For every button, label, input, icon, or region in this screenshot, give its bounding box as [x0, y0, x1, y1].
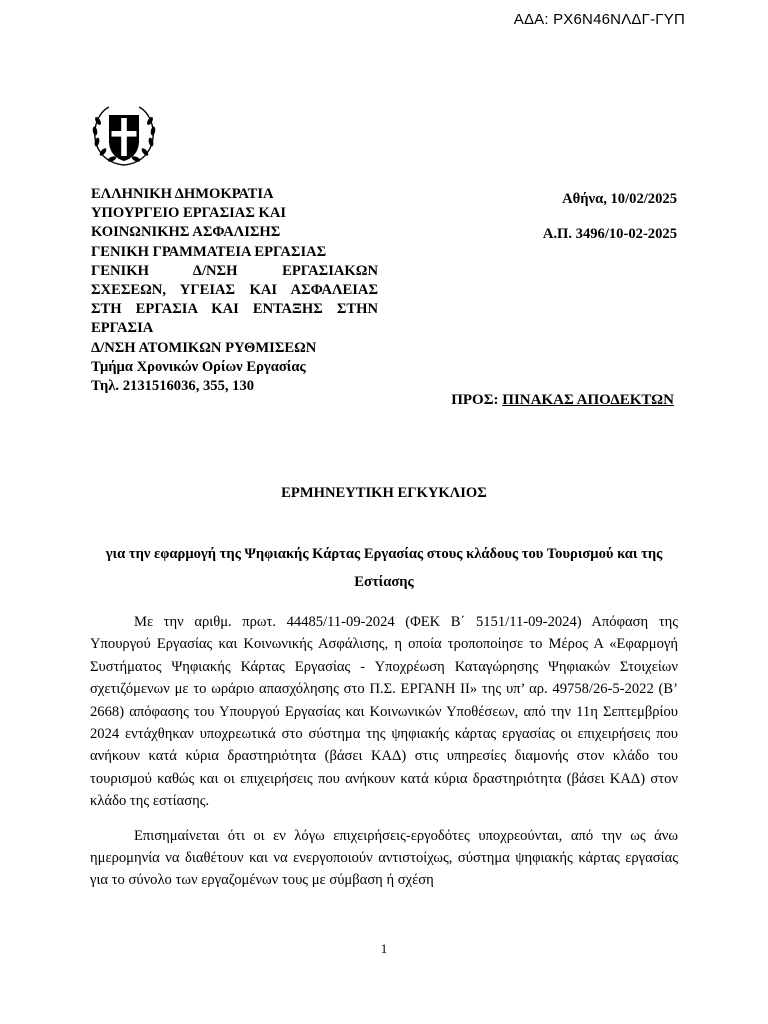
sender-line: ΕΡΓΑΣΙΑ — [91, 320, 154, 337]
ada-code: ΑΔΑ: ΡΧ6Ν46ΝΛΔΓ-ΓΥΠ — [513, 11, 685, 28]
sender-line: Τμήμα Χρονικών Ορίων Εργασίας — [91, 358, 306, 375]
sender-line: ΣΤΗ ΕΡΓΑΣΙΑ ΚΑΙ ΕΝΤΑΞΗΣ ΣΤΗΝ — [91, 301, 378, 318]
sender-line: ΕΛΛΗΝΙΚΗ ΔΗΜΟΚΡΑΤΙΑ — [91, 186, 274, 202]
sender-line: ΚΟΙΝΩΝΙΚΗΣ ΑΣΦΑΛΙΣΗΣ — [91, 224, 281, 241]
sender-line: ΓΕΝΙΚΗ Δ/ΝΣΗ ΕΡΓΑΣΙΑΚΩΝ — [91, 262, 378, 279]
sender-block — [91, 185, 378, 396]
document-meta — [543, 191, 677, 261]
sender-line: ΣΧΕΣΕΩΝ, ΥΓΕΙΑΣ ΚΑΙ ΑΣΦΑΛΕΙΑΣ — [91, 282, 378, 299]
recipient-line — [451, 392, 674, 409]
sender-line: ΥΠΟΥΡΓΕΙΟ ΕΡΓΑΣΙΑΣ ΚΑΙ — [91, 205, 287, 222]
body-paragraph: Με την αριθμ. πρωτ. 44485/11-09-2024 (ΦΕΚ Β΄ 5151/11-09-2024) Απόφαση της Υπουργού Εργασίας και Κοινωνικής Ασφάλισης, η οποία τροποποίησε το Μέρος Α «Εφαρμογή Συστήματος Ψηφιακής Κάρτας Εργασίας - Υποχρέωση Καταγώρησης Ψηφιακών Στοιχείων σχετιζόμενων με το ωράριο απασχόλησης στο Π.Σ. ΕΡΓΑΝΗ ΙΙ» της υπ’ αρ. 49758/26-5-2022 (Β’ 2668) απόφασης του Υπουργού Εργασίας και Κοινωνικών Υποθέσεων, από την 11η Σεπτεμβρίου 2024 εντάχθηκαν υποχρεωτικά στο σύστημα της ψηφιακής κάρτας εργασίας οι επιχειρήσεις που ανήκουν κατά κύρια δραστηριότητα (βάσει ΚΑΔ) στις υπηρεσίες διαμονής στον κλάδο του τουρισμού καθώς και οι επιχειρήσεις που ανήκουν κατά κύρια δραστηριότητα (βάσει ΚΑΔ) στον κλάδο της εστίασης. — [90, 614, 678, 810]
body-paragraph: Επισημαίνεται ότι οι εν λόγω επιχειρήσεις-εργοδότες υποχρεούνται, από την ως άνω ημερομηνία να διαθέτουν και να ενεργοποιούν αντιστοίχως, σύστημα ψηφιακής κάρτας εργασίας για το σύνολο των εργαζομένων τους με σύμβαση ή σχέση — [90, 827, 678, 889]
document-subtitle: για την εφαρμογή της Ψηφιακής Κάρτας Εργασίας στους κλάδους του Τουρισμού και της Εστίασης — [105, 546, 663, 590]
page-number: 1 — [380, 941, 388, 956]
recipient-label: ΠΡΟΣ: — [451, 392, 499, 408]
document-body — [90, 611, 678, 904]
sender-line: ΓΕΝΙΚΗ ΓΡΑΜΜΑΤΕΙΑ ΕΡΓΑΣΙΑΣ — [91, 243, 327, 260]
greek-cross-wreath-icon — [89, 101, 159, 171]
protocol-number: Α.Π. 3496/10-02-2025 — [542, 226, 677, 242]
document-date: Αθήνα, 10/02/2025 — [562, 191, 677, 207]
sender-line: Τηλ. 2131516036, 355, 130 — [91, 378, 255, 395]
recipient-value: ΠΙΝΑΚΑΣ ΑΠΟΔΕΚΤΩΝ — [502, 392, 674, 408]
document-title: ΕΡΜΗΝΕΥΤΙΚΗ ΕΓΚΥΚΛΙΟΣ — [281, 485, 487, 501]
sender-line: Δ/ΝΣΗ ΑΤΟΜΙΚΩΝ ΡΥΘΜΙΣΕΩΝ — [91, 339, 317, 356]
